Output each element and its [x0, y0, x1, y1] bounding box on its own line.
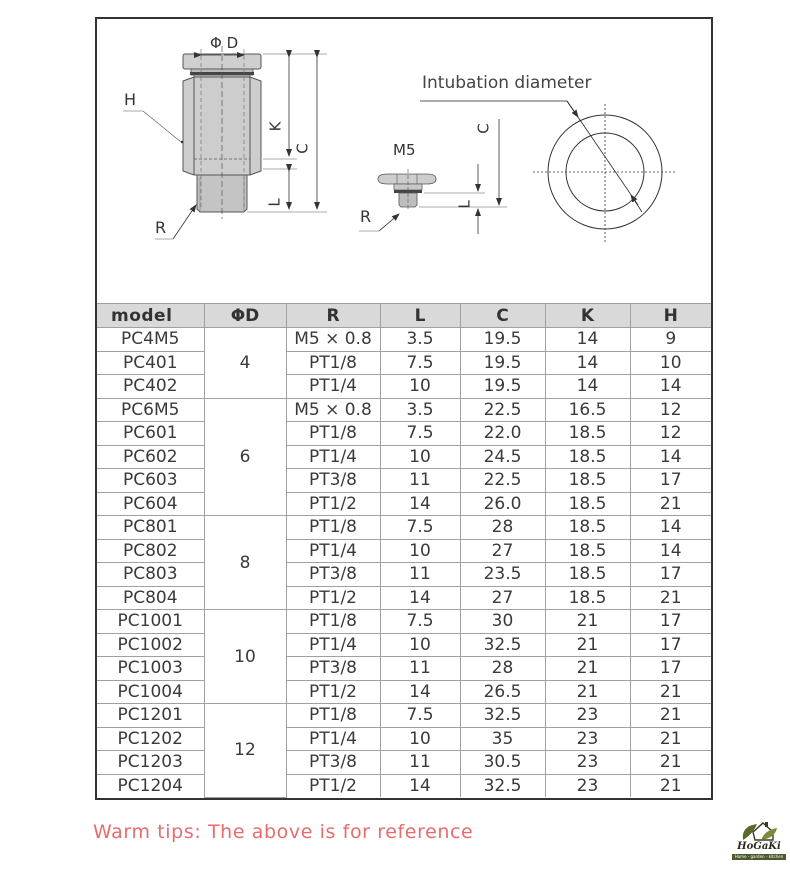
cell-l: 7.5	[380, 351, 460, 375]
cell-k: 18.5	[545, 539, 630, 563]
cell-k: 18.5	[545, 586, 630, 610]
cell-c: 23.5	[460, 563, 545, 587]
cell-od: 6	[204, 398, 286, 516]
l-label: L	[265, 198, 284, 207]
cell-r: PT1/8	[286, 422, 380, 446]
cell-od: 4	[204, 328, 286, 399]
table-header-row	[97, 304, 711, 328]
cell-model: PC1001	[97, 610, 204, 634]
cell-k: 18.5	[545, 563, 630, 587]
cell-h: 21	[630, 751, 711, 775]
cell-k: 23	[545, 751, 630, 775]
cell-k: 16.5	[545, 398, 630, 422]
c-small-label: C	[474, 123, 493, 134]
logo-name: HoGaKi	[737, 841, 781, 852]
cell-model: PC1003	[97, 657, 204, 681]
cell-r: PT1/8	[286, 704, 380, 728]
cell-c: 32.5	[460, 774, 545, 797]
cell-k: 23	[545, 727, 630, 751]
cell-r: PT1/2	[286, 586, 380, 610]
table-row	[97, 586, 711, 610]
header-l: L	[380, 304, 460, 328]
cell-h: 17	[630, 657, 711, 681]
cell-c: 22.5	[460, 398, 545, 422]
header-r: R	[286, 304, 380, 328]
cell-k: 14	[545, 328, 630, 352]
table-row	[97, 657, 711, 681]
cell-k: 21	[545, 657, 630, 681]
cell-model: PC803	[97, 563, 204, 587]
cell-c: 26.5	[460, 680, 545, 704]
cell-h: 9	[630, 328, 711, 352]
cell-model: PC1204	[97, 774, 204, 797]
cell-model: PC1002	[97, 633, 204, 657]
cell-c: 19.5	[460, 351, 545, 375]
cell-l: 10	[380, 633, 460, 657]
cell-c: 22.0	[460, 422, 545, 446]
table-body	[97, 328, 711, 798]
spec-sheet	[95, 17, 713, 800]
cell-r: PT3/8	[286, 469, 380, 493]
header-k: K	[545, 304, 630, 328]
cell-r: PT1/4	[286, 445, 380, 469]
cell-r: PT1/4	[286, 633, 380, 657]
cell-l: 10	[380, 727, 460, 751]
table-row	[97, 563, 711, 587]
cell-model: PC802	[97, 539, 204, 563]
cell-l: 7.5	[380, 516, 460, 540]
table-row	[97, 375, 711, 399]
cell-h: 21	[630, 492, 711, 516]
cell-l: 14	[380, 492, 460, 516]
cell-model: PC401	[97, 351, 204, 375]
cell-model: PC804	[97, 586, 204, 610]
cell-r: M5 × 0.8	[286, 398, 380, 422]
cell-c: 32.5	[460, 704, 545, 728]
cell-model: PC6M5	[97, 398, 204, 422]
cell-k: 14	[545, 351, 630, 375]
table-row	[97, 539, 711, 563]
table-row	[97, 774, 711, 797]
logo-tagline: Home - garden - kitchen	[732, 854, 786, 860]
warm-tips-note: Warm tips: The above is for reference	[93, 821, 474, 843]
table-row	[97, 751, 711, 775]
table-row	[97, 398, 711, 422]
cell-c: 30	[460, 610, 545, 634]
cell-l: 11	[380, 563, 460, 587]
intubation-diameter-illustration	[420, 101, 677, 244]
cell-r: PT1/2	[286, 492, 380, 516]
cell-h: 14	[630, 539, 711, 563]
cell-r: PT1/4	[286, 539, 380, 563]
cell-model: PC402	[97, 375, 204, 399]
cell-h: 14	[630, 445, 711, 469]
h-label: H	[124, 90, 137, 109]
cell-k: 21	[545, 633, 630, 657]
cell-h: 21	[630, 680, 711, 704]
cell-h: 21	[630, 704, 711, 728]
cell-c: 28	[460, 657, 545, 681]
cell-l: 10	[380, 445, 460, 469]
cell-r: M5 × 0.8	[286, 328, 380, 352]
cell-l: 3.5	[380, 398, 460, 422]
cell-k: 18.5	[545, 516, 630, 540]
header-od: ΦD	[204, 304, 286, 328]
l-small-label: L	[455, 200, 474, 209]
cell-r: PT3/8	[286, 657, 380, 681]
cell-l: 10	[380, 539, 460, 563]
cell-r: PT3/8	[286, 563, 380, 587]
cell-c: 19.5	[460, 375, 545, 399]
header-model: model	[97, 304, 204, 328]
cell-model: PC4M5	[97, 328, 204, 352]
brand-logo	[731, 818, 787, 862]
table-row	[97, 422, 711, 446]
cell-r: PT3/8	[286, 751, 380, 775]
cell-c: 26.0	[460, 492, 545, 516]
cell-k: 23	[545, 774, 630, 797]
cell-l: 3.5	[380, 328, 460, 352]
cell-k: 21	[545, 680, 630, 704]
cell-k: 18.5	[545, 492, 630, 516]
cell-od: 8	[204, 516, 286, 610]
cell-c: 24.5	[460, 445, 545, 469]
table-row	[97, 704, 711, 728]
m5-label: M5	[393, 141, 416, 159]
cell-model: PC602	[97, 445, 204, 469]
r-small-label: R	[360, 207, 372, 226]
fitting-drawing	[97, 19, 711, 303]
table-row	[97, 351, 711, 375]
cell-l: 7.5	[380, 422, 460, 446]
spec-table	[97, 303, 711, 798]
table-row	[97, 469, 711, 493]
table-row	[97, 633, 711, 657]
cell-model: PC603	[97, 469, 204, 493]
cell-c: 22.5	[460, 469, 545, 493]
cell-model: PC1203	[97, 751, 204, 775]
c-label: C	[293, 143, 312, 154]
cell-c: 27	[460, 586, 545, 610]
header-h: H	[630, 304, 711, 328]
cell-k: 18.5	[545, 445, 630, 469]
cell-od: 12	[204, 704, 286, 798]
k-label: K	[266, 121, 285, 132]
cell-h: 21	[630, 774, 711, 797]
cell-c: 27	[460, 539, 545, 563]
cell-l: 11	[380, 751, 460, 775]
cell-h: 21	[630, 586, 711, 610]
cell-h: 12	[630, 398, 711, 422]
cell-k: 23	[545, 704, 630, 728]
cell-c: 30.5	[460, 751, 545, 775]
cell-k: 14	[545, 375, 630, 399]
cell-l: 14	[380, 774, 460, 797]
cell-h: 17	[630, 563, 711, 587]
cell-r: PT1/8	[286, 351, 380, 375]
cell-h: 17	[630, 633, 711, 657]
intubation-diameter-label: Intubation diameter	[422, 73, 592, 93]
table-row	[97, 328, 711, 352]
cell-r: PT1/8	[286, 516, 380, 540]
cell-r: PT1/4	[286, 727, 380, 751]
cell-model: PC1004	[97, 680, 204, 704]
technical-drawing	[97, 19, 711, 303]
cell-h: 17	[630, 610, 711, 634]
cell-c: 19.5	[460, 328, 545, 352]
table-row	[97, 727, 711, 751]
cell-r: PT1/2	[286, 774, 380, 797]
cell-l: 11	[380, 657, 460, 681]
header-c: C	[460, 304, 545, 328]
table-row	[97, 445, 711, 469]
table-row	[97, 516, 711, 540]
cell-l: 14	[380, 680, 460, 704]
cell-h: 14	[630, 516, 711, 540]
cell-c: 28	[460, 516, 545, 540]
cell-model: PC1202	[97, 727, 204, 751]
cell-h: 17	[630, 469, 711, 493]
cell-r: PT1/2	[286, 680, 380, 704]
phi-d-label: Φ D	[210, 34, 239, 52]
cell-h: 14	[630, 375, 711, 399]
cell-c: 32.5	[460, 633, 545, 657]
cell-h: 12	[630, 422, 711, 446]
cell-l: 11	[380, 469, 460, 493]
table-row	[97, 680, 711, 704]
cell-r: PT1/4	[286, 375, 380, 399]
cell-h: 10	[630, 351, 711, 375]
cell-h: 21	[630, 727, 711, 751]
r-label: R	[155, 218, 167, 237]
cell-l: 10	[380, 375, 460, 399]
cell-k: 18.5	[545, 422, 630, 446]
table-row	[97, 610, 711, 634]
cell-od: 10	[204, 610, 286, 704]
cell-model: PC604	[97, 492, 204, 516]
table-row	[97, 492, 711, 516]
cell-k: 21	[545, 610, 630, 634]
cell-model: PC1201	[97, 704, 204, 728]
cell-l: 7.5	[380, 610, 460, 634]
m5-fitting-illustration	[359, 119, 507, 234]
cell-model: PC801	[97, 516, 204, 540]
cell-l: 7.5	[380, 704, 460, 728]
cell-c: 35	[460, 727, 545, 751]
cell-k: 18.5	[545, 469, 630, 493]
cell-r: PT1/8	[286, 610, 380, 634]
cell-l: 14	[380, 586, 460, 610]
cell-model: PC601	[97, 422, 204, 446]
